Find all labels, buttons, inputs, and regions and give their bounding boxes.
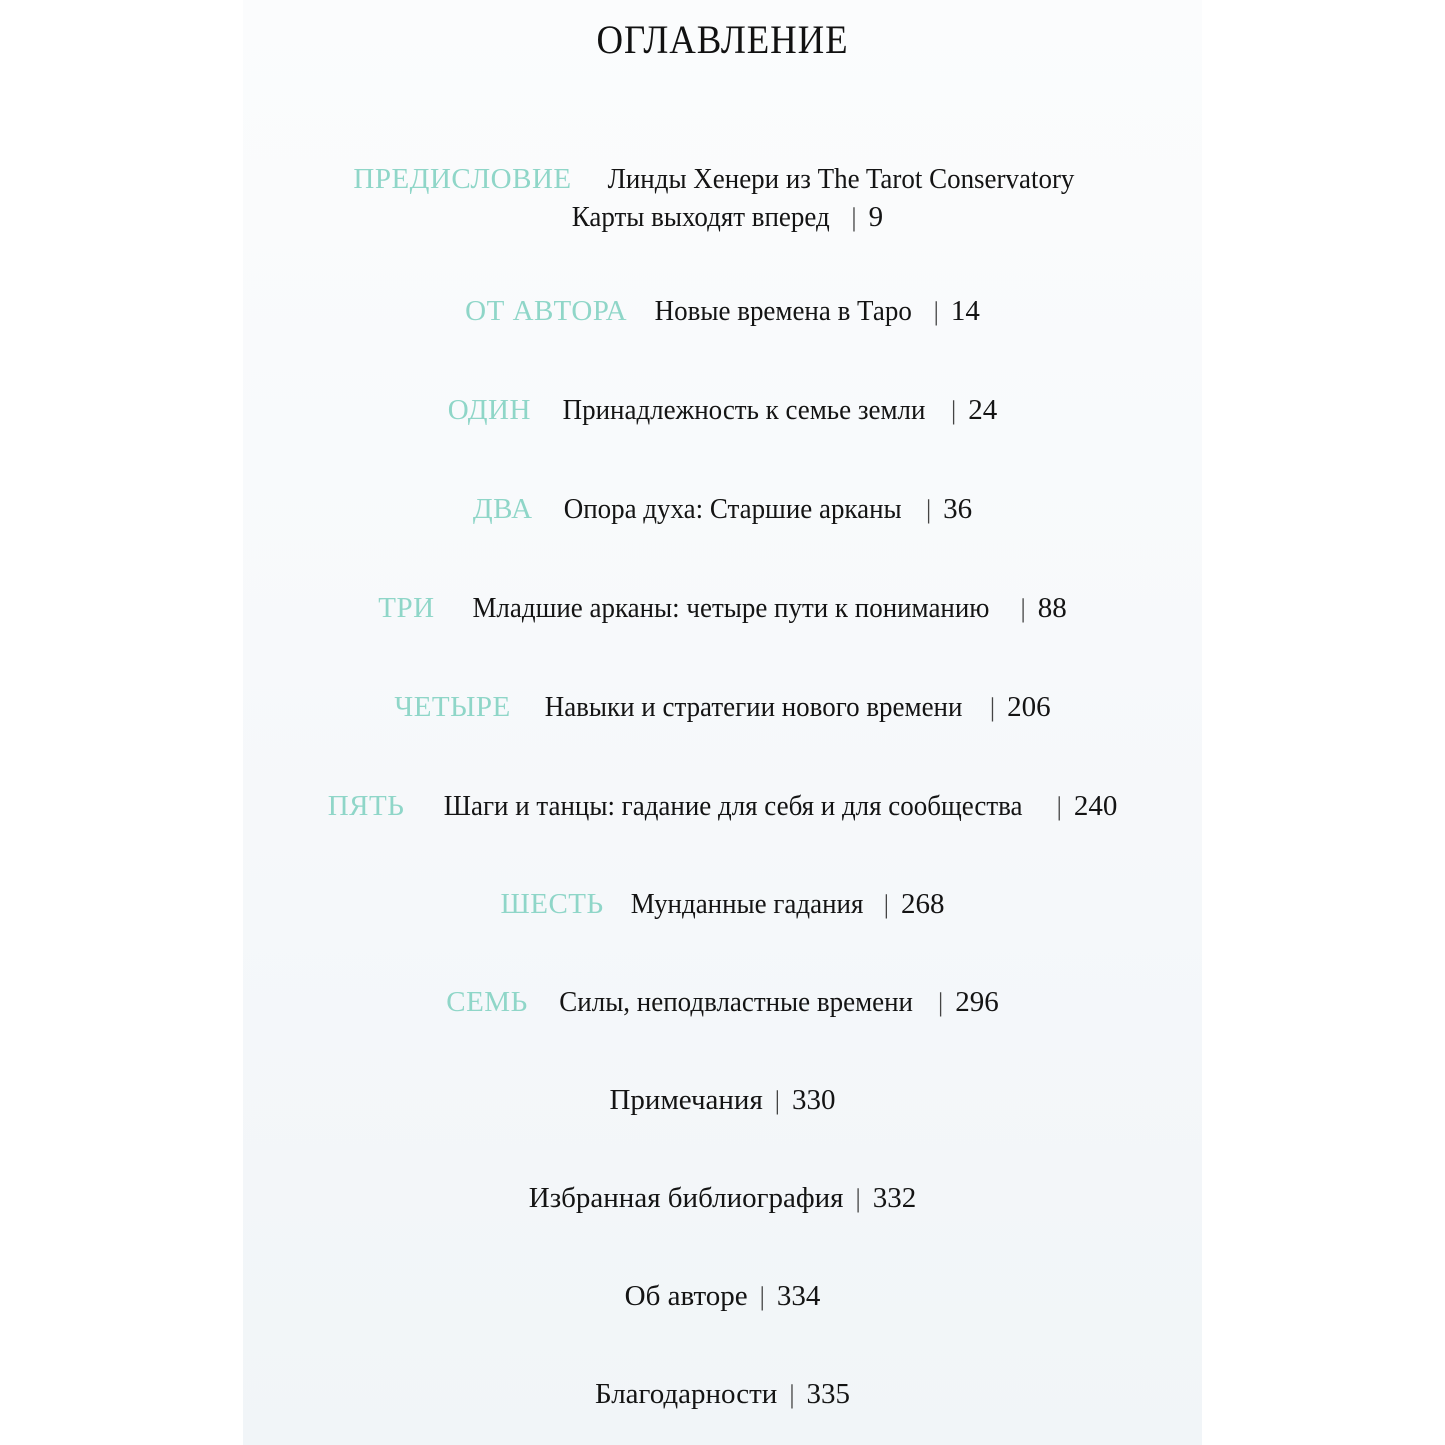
entry-label: ТРИ — [378, 592, 435, 624]
toc-entry-chapter-5[interactable] — [243, 787, 1202, 826]
entry-label: ОТ АВТОРА — [465, 295, 628, 327]
entry-label: ЧЕТЫРЕ — [394, 691, 511, 723]
entry-title: Избранная библиография — [528, 1182, 844, 1214]
separator: | — [759, 1282, 765, 1311]
page-number: 335 — [806, 1378, 851, 1410]
entry-title: Младшие арканы: четыре пути к пониманию — [472, 592, 990, 624]
entry-title: Об авторе — [624, 1280, 748, 1312]
entry-title: Силы, неподвластные времени — [559, 986, 913, 1018]
page-number: 334 — [776, 1280, 821, 1312]
page-number: 268 — [901, 888, 945, 920]
separator: | — [933, 297, 939, 326]
toc-entry-about-author[interactable] — [243, 1277, 1202, 1316]
separator: | — [938, 988, 944, 1017]
page-number: 9 — [868, 201, 884, 233]
toc-entry-chapter-3[interactable] — [243, 589, 1202, 628]
page-number: 240 — [1073, 790, 1118, 822]
separator: | — [1056, 792, 1062, 821]
entry-title: Благодарности — [594, 1378, 778, 1410]
separator: | — [1020, 594, 1026, 623]
page-number: 24 — [968, 394, 998, 426]
entry-title: Навыки и стратегии нового времени — [544, 691, 963, 723]
entry-title: Мунданные гадания — [630, 888, 864, 920]
page-number: 330 — [792, 1084, 836, 1116]
page-number: 332 — [872, 1182, 917, 1214]
page-number: 14 — [950, 295, 980, 327]
separator: | — [951, 396, 957, 425]
toc-entry-chapter-4[interactable] — [243, 688, 1202, 727]
entry-subtitle: Карты выходят вперед — [571, 201, 830, 233]
page-number: 36 — [943, 493, 973, 525]
entry-label: ПЯТЬ — [327, 790, 405, 822]
separator: | — [883, 890, 890, 919]
entry-title: Опора духа: Старшие арканы — [563, 493, 902, 525]
book-page — [243, 0, 1202, 1445]
separator: | — [789, 1380, 795, 1409]
toc-entry-acknowledgements[interactable] — [243, 1375, 1202, 1414]
entry-label: ДВА — [472, 493, 533, 525]
page-number: 206 — [1007, 691, 1051, 723]
separator: | — [989, 693, 996, 722]
page-number: 296 — [955, 986, 999, 1018]
toc-entry-notes[interactable] — [243, 1081, 1202, 1120]
toc-entry-preface[interactable] — [243, 160, 1202, 237]
toc-entry-author[interactable] — [243, 292, 1202, 331]
entry-label: ПРЕДИСЛОВИЕ — [353, 163, 572, 195]
separator: | — [851, 203, 857, 232]
entry-title: Шаги и танцы: гадание для себя и для сообщества — [444, 790, 1023, 822]
toc-entry-chapter-2[interactable] — [243, 490, 1202, 529]
entry-title: Примечания — [609, 1084, 763, 1116]
entry-label: ОДИН — [447, 394, 531, 426]
page-number: 88 — [1037, 592, 1067, 624]
page-title: ОГЛАВЛЕНИЕ — [596, 17, 849, 62]
entry-title: Новые времена в Таро — [654, 295, 912, 327]
separator: | — [774, 1086, 781, 1115]
separator: | — [925, 495, 932, 524]
toc-entry-chapter-6[interactable] — [243, 885, 1202, 924]
entry-label: ШЕСТЬ — [500, 888, 604, 920]
entry-title: Линды Хенери из The Tarot Conservatory — [607, 163, 1075, 195]
entry-label: СЕМЬ — [446, 986, 528, 1018]
toc-entry-chapter-7[interactable] — [243, 983, 1202, 1022]
separator: | — [855, 1184, 861, 1213]
toc-entry-chapter-1[interactable] — [243, 391, 1202, 430]
toc-entry-bibliography[interactable] — [243, 1179, 1202, 1218]
entry-title: Принадлежность к семье земли — [562, 394, 926, 426]
